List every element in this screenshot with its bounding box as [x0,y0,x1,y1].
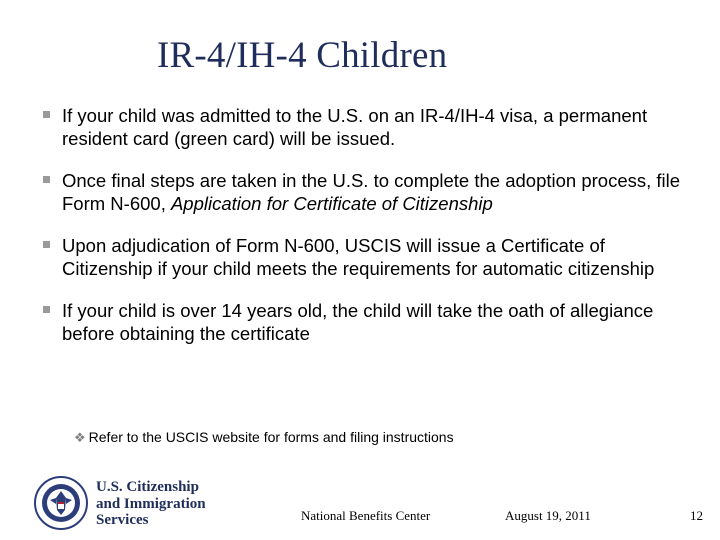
page-number: 12 [690,508,703,523]
footer-center-text: National Benefits Center [301,508,431,523]
square-bullet-icon [43,241,50,248]
bullet-text: Once final steps are taken in the U.S. to complete the adoption process, file Form N-600, [62,170,681,214]
agency-line: and Immigration [96,495,206,512]
bullet-text: If your child was admitted to the U.S. on an IR-4/IH-4 visa, a permanent resident card (green card) will be issued. [62,105,648,149]
agency-line: Services [96,512,149,528]
agency-logo-text [96,479,206,529]
slide-title: IR-4/IH-4 Children [157,35,448,76]
bullet-item [40,234,700,280]
agency-line: U.S. Citizenship [96,479,199,495]
square-bullet-icon [43,111,50,118]
diamond-bullet-icon: ❖ [74,430,86,445]
bullet-text: Upon adjudication of Form N-600, USCIS will issue a Certificate of Citizenship if your child meets the requirements for automatic citizenship [62,235,655,279]
dhs-seal-icon [34,476,88,530]
bullet-text: If your child is over 14 years old, the child will take the oath of allegiance before obtaining the certificate [62,300,654,344]
bullet-item [40,299,700,345]
bullet-list [40,104,700,345]
reference-note-text: Refer to the USCIS website for forms and filing instructions [88,429,454,445]
square-bullet-icon [43,306,50,313]
form-title-italic: Application for Certificate of Citizenship [170,193,493,214]
footer-date: August 19, 2011 [505,508,591,523]
bullet-item [40,169,700,215]
reference-note [74,429,454,446]
bullet-item [40,104,700,150]
square-bullet-icon [43,176,50,183]
